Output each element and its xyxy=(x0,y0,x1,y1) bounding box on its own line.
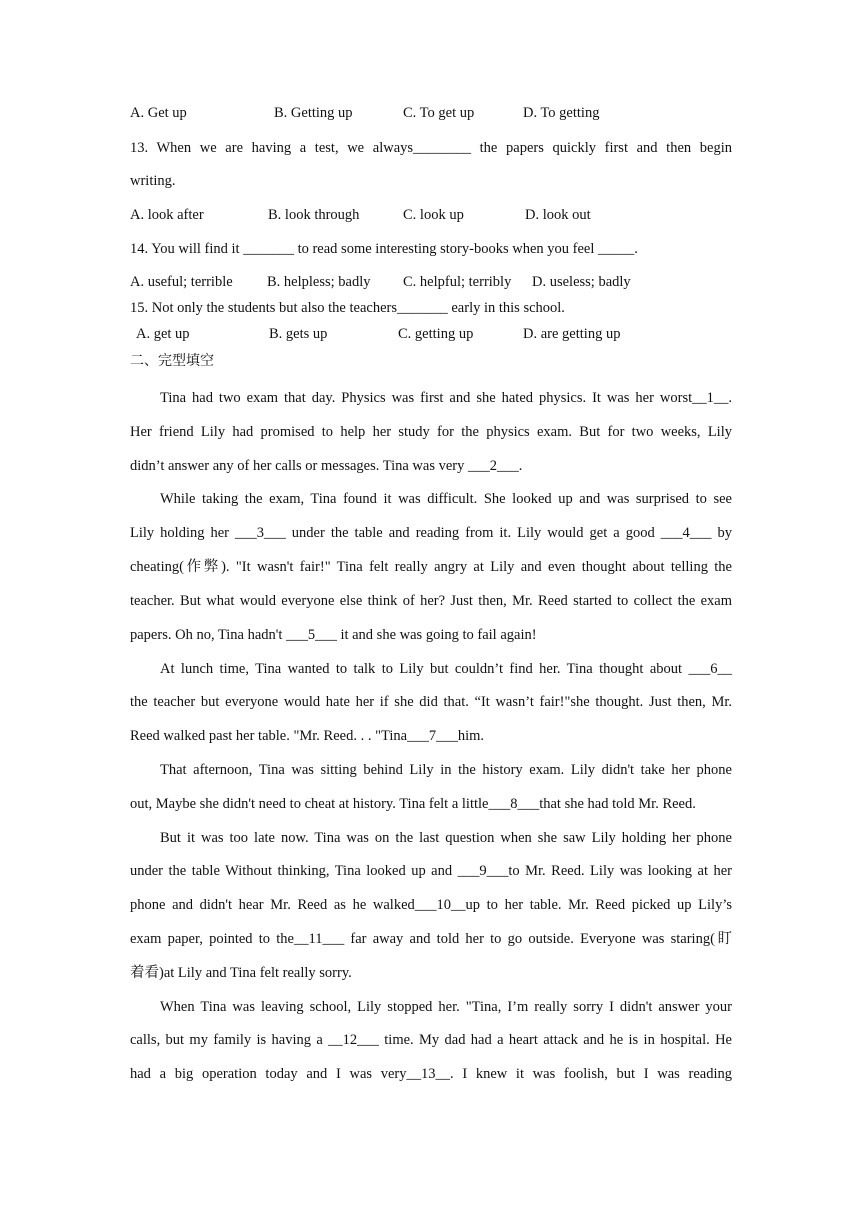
q13-stem-line-2: writing. xyxy=(130,173,176,189)
passage-line: Tina had two exam that day. Physics was first and she hated physics. It was her worst__1__. xyxy=(160,390,732,406)
q12-option-c: C. To get up xyxy=(403,105,475,121)
q14-option-b: B. helpless; badly xyxy=(267,274,371,290)
passage-line: the teacher but everyone would hate her if she did that. “It wasn’t fair!"she thought. Just then, Mr. xyxy=(130,694,732,710)
passage-line: 着看)at Lily and Tina felt really sorry. xyxy=(130,965,352,981)
passage-line: didn’t answer any of her calls or messages. Tina was very ___2___. xyxy=(130,458,523,474)
q14-option-a: A. useful; terrible xyxy=(130,274,233,290)
passage-line: teacher. But what would everyone else think of her? Just then, Mr. Reed started to collect the exam xyxy=(130,593,732,609)
passage-line: That afternoon, Tina was sitting behind Lily in the history exam. Lily didn't take her phone xyxy=(160,762,732,778)
passage-line: phone and didn't hear Mr. Reed as he walked___10__up to her table. Mr. Reed picked up Lily’s xyxy=(130,897,732,913)
passage-line: Lily holding her ___3___ under the table and reading from it. Lily would get a good ___4___ by xyxy=(130,525,732,541)
q13-option-a: A. look after xyxy=(130,207,204,223)
q14-option-c: C. helpful; terribly xyxy=(403,274,512,290)
q13-stem-line-1: 13. When we are having a test, we always________ the papers quickly first and then begin xyxy=(130,140,732,156)
passage-line: exam paper, pointed to the__11___ far away and told her to go outside. Everyone was staring(盯 xyxy=(130,931,732,947)
document-page xyxy=(130,0,732,1216)
passage-line: Reed walked past her table. "Mr. Reed. . . "Tina___7___him. xyxy=(130,728,485,744)
passage-line: While taking the exam, Tina found it was difficult. She looked up and was surprised to see xyxy=(160,491,732,507)
q13-option-c: C. look up xyxy=(403,207,464,223)
passage-line: At lunch time, Tina wanted to talk to Lily but couldn’t find her. Tina thought about ___6__ xyxy=(160,661,732,677)
passage-line: calls, but my family is having a __12___ time. My dad had a heart attack and he is in hospital. He xyxy=(130,1032,732,1048)
q15-option-a: A. get up xyxy=(136,326,190,342)
q13-option-d: D. look out xyxy=(525,207,591,223)
passage-line: Her friend Lily had promised to help her study for the physics exam. But for two weeks, Lily xyxy=(130,424,732,440)
q12-option-d: D. To getting xyxy=(523,105,600,121)
passage-line: out, Maybe she didn't need to cheat at history. Tina felt a little___8___that she had told Mr. Reed. xyxy=(130,796,696,812)
section-2-title: 二、完型填空 xyxy=(130,353,214,369)
q13-option-b: B. look through xyxy=(268,207,360,223)
q14-option-d: D. useless; badly xyxy=(532,274,631,290)
q12-option-a: A. Get up xyxy=(130,105,187,121)
q14-stem: 14. You will find it _______ to read some interesting story-books when you feel _____. xyxy=(130,241,638,257)
q15-option-b: B. gets up xyxy=(269,326,328,342)
passage-line: under the table Without thinking, Tina looked up and ___9___to Mr. Reed. Lily was looking at her xyxy=(130,863,732,879)
passage-line: cheating(作弊). "It wasn't fair!" Tina felt really angry at Lily and even thought about telling the xyxy=(130,559,732,575)
q15-option-c: C. getting up xyxy=(398,326,474,342)
passage-line: When Tina was leaving school, Lily stopped her. "Tina, I’m really sorry I didn't answer your xyxy=(160,999,732,1015)
passage-line: But it was too late now. Tina was on the last question when she saw Lily holding her phone xyxy=(160,830,732,846)
q15-stem: 15. Not only the students but also the teachers_______ early in this school. xyxy=(130,300,565,316)
passage-line: had a big operation today and I was very__13__. I knew it was foolish, but I was reading xyxy=(130,1066,732,1082)
q12-option-b: B. Getting up xyxy=(274,105,353,121)
passage-line: papers. Oh no, Tina hadn't ___5___ it and she was going to fail again! xyxy=(130,627,537,643)
q15-option-d: D. are getting up xyxy=(523,326,621,342)
